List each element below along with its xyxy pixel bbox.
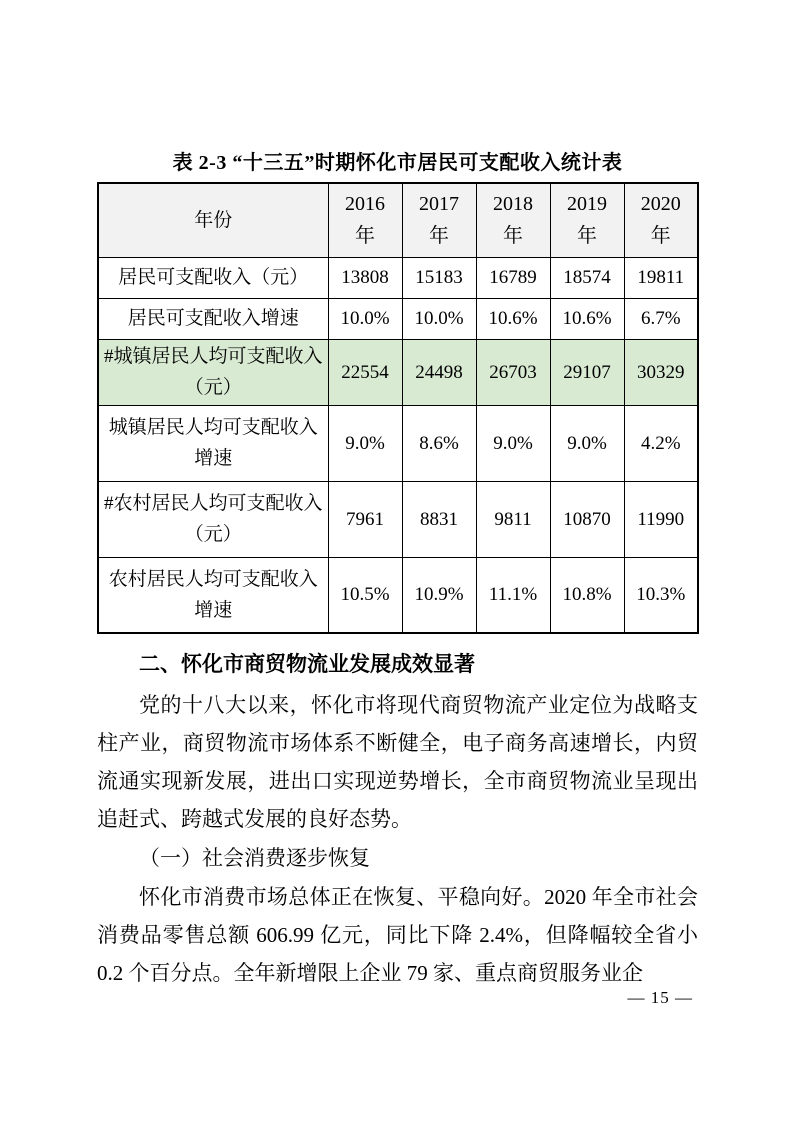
page-content [97,0,698,992]
cell-value: 10.0% [402,298,476,339]
year-header-2016 [328,183,402,257]
cell-value: 10.5% [328,557,402,633]
year-number: 2020 [640,193,681,216]
cell-value: 6.7% [624,298,698,339]
table-row-rural-income [98,481,698,557]
year-unit: 年 [503,225,523,248]
table-row-rural-income-growth [98,557,698,633]
year-number: 2016 [345,193,385,216]
row-label: 农村居民人均可支配收入增速 [98,557,328,633]
page-number: — 15 — [627,988,693,1007]
cell-value: 9811 [476,481,550,557]
year-unit: 年 [577,225,597,248]
year-header-2019 [550,183,624,257]
table-row-disposable-income-growth [98,298,698,339]
cell-value: 16789 [476,257,550,298]
row-label: #农村居民人均可支配收入（元） [98,481,328,557]
year-number: 2019 [567,193,607,216]
cell-value: 26703 [476,339,550,405]
sub-heading-consumption-recovery: （一）社会消费逐步恢复 [139,846,370,870]
paragraph-consumption-detail: 怀化市消费市场总体正在恢复、平稳向好。2020 年全市社会消费品零售总额 606.99 亿元，同比下降 2.4%，但降幅较全省小 0.2 个百分点。全年新增限上企业 79 家、重点商贸服务业企 [97,885,698,985]
cell-value: 29107 [550,339,624,405]
year-unit: 年 [429,225,449,248]
cell-value: 9.0% [328,405,402,481]
table-corner-label: 年份 [98,183,328,257]
cell-value: 10.3% [624,557,698,633]
row-label: 城镇居民人均可支配收入增速 [98,405,328,481]
cell-value: 10.6% [550,298,624,339]
table-row-urban-income-growth [98,405,698,481]
cell-value: 22554 [328,339,402,405]
cell-value: 9.0% [550,405,624,481]
year-unit: 年 [650,225,671,248]
cell-value: 9.0% [476,405,550,481]
cell-value: 10.6% [476,298,550,339]
cell-value: 24498 [402,339,476,405]
cell-value: 11990 [624,481,698,557]
year-header-2017 [402,183,476,257]
cell-value: 8831 [402,481,476,557]
cell-value: 7961 [328,481,402,557]
cell-value: 19811 [624,257,698,298]
table-title: 表 2-3 “十三五”时期怀化市居民可支配收入统计表 [172,152,623,174]
cell-value: 10.8% [550,557,624,633]
year-unit: 年 [355,225,375,248]
cell-value: 4.2% [624,405,698,481]
year-header-2018 [476,183,550,257]
table-row-disposable-income [98,257,698,298]
year-number: 2018 [493,193,533,216]
year-number: 2017 [419,193,459,216]
income-statistics-table [97,182,699,634]
row-label: 居民可支配收入增速 [98,298,328,339]
cell-value: 11.1% [476,557,550,633]
table-row-urban-income-highlighted [98,339,698,405]
cell-value: 15183 [402,257,476,298]
year-header-2020 [624,183,698,257]
cell-value: 13808 [328,257,402,298]
table-header-row [98,183,698,257]
row-label: #城镇居民人均可支配收入（元） [98,339,328,405]
cell-value: 10.0% [328,298,402,339]
paragraph-logistics-overview: 党的十八大以来，怀化市将现代商贸物流产业定位为战略支柱产业，商贸物流市场体系不断健全，电子商务高速增长，内贸流通实现新发展，进出口实现逆势增长，全市商贸物流业呈现出追赶式、跨越式发展的良好态势。 [97,693,698,831]
row-label: 居民可支配收入（元） [98,257,328,298]
cell-value: 8.6% [402,405,476,481]
cell-value: 18574 [550,257,624,298]
section-heading-2: 二、怀化市商贸物流业发展成效显著 [139,653,475,676]
cell-value: 10.9% [402,557,476,633]
cell-value: 30329 [624,339,698,405]
cell-value: 10870 [550,481,624,557]
